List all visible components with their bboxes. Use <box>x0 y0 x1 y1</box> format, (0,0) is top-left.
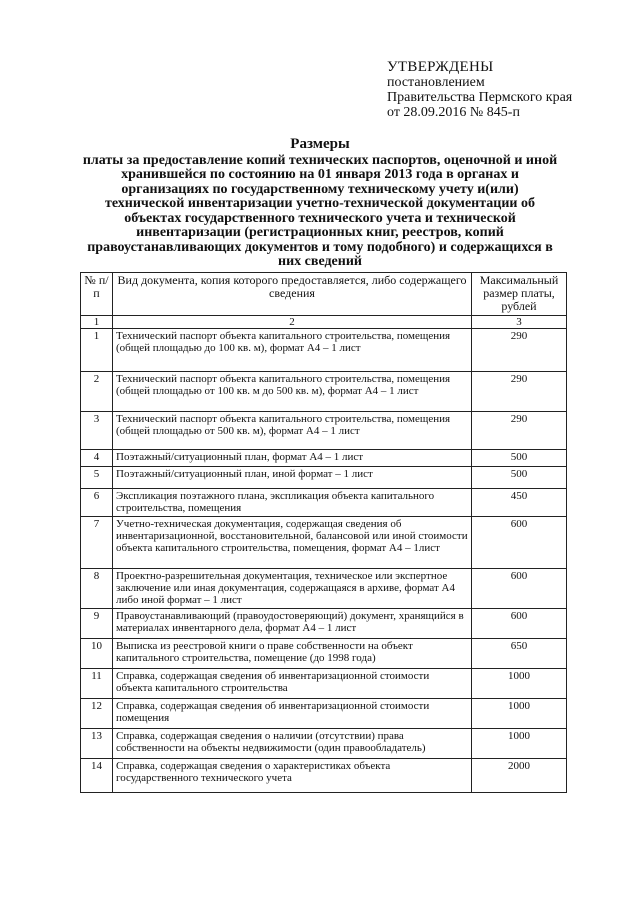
row-num: 5 <box>81 467 113 489</box>
row-num: 13 <box>81 729 113 759</box>
document-title <box>80 137 560 270</box>
row-desc: Справка, содержащая сведения об инвентаризационной стоимости помещения <box>113 699 472 729</box>
row-desc: Технический паспорт объекта капитального строительства, помещения (общей площадью от 500 кв. м), формат А4 – 1 лист <box>113 412 472 450</box>
row-price: 600 <box>472 609 567 639</box>
row-price: 1000 <box>472 699 567 729</box>
approval-line: постановлением <box>387 75 485 90</box>
title-heading: Размеры <box>290 136 350 152</box>
row-price: 1000 <box>472 729 567 759</box>
row-price: 500 <box>472 450 567 467</box>
row-num: 6 <box>81 489 113 517</box>
table-row <box>81 412 567 450</box>
row-desc: Поэтажный/ситуационный план, формат А4 – 1 лист <box>113 450 472 467</box>
header-desc: Вид документа, копия которого предоставляется, либо содержащего сведения <box>113 273 472 316</box>
row-price: 600 <box>472 517 567 569</box>
table-index-row <box>81 316 567 329</box>
row-num: 7 <box>81 517 113 569</box>
table-row <box>81 329 567 372</box>
table-row <box>81 569 567 609</box>
row-desc: Правоустанавливающий (правоудостоверяющий) документ, хранящийся в материалах инвентарного дела, формат А4 – 1 лист <box>113 609 472 639</box>
index-cell: 2 <box>113 316 472 329</box>
row-desc: Технический паспорт объекта капитального строительства, помещения (общей площадью от 100 кв. м до 500 кв. м), формат А4 – 1 лист <box>113 372 472 412</box>
row-price: 290 <box>472 329 567 372</box>
table-row <box>81 489 567 517</box>
row-num: 11 <box>81 669 113 699</box>
row-price: 650 <box>472 639 567 669</box>
table-row <box>81 759 567 793</box>
approval-line: Правительства Пермского края <box>387 90 573 105</box>
row-desc: Поэтажный/ситуационный план, иной формат – 1 лист <box>113 467 472 489</box>
table-row <box>81 639 567 669</box>
row-price: 2000 <box>472 759 567 793</box>
title-body: платы за предоставление копий технических паспортов, оценочной и иной хранившейся по состоянию на 01 января 2013 года в органах и организациях по государственному техническому учету и(или) технической инвентаризации учетно-технической документации об объектах государственного технического учета и технической инвентаризации (регистрационных книг, реестров, копий правоустанавливающих документов и тому подобного) и содержащихся в них сведений <box>82 152 558 269</box>
index-cell: 3 <box>472 316 567 329</box>
row-desc: Справка, содержащая сведения о характеристиках объекта государственного технического учета <box>113 759 472 793</box>
table-row <box>81 699 567 729</box>
row-desc: Выписка из реестровой книги о праве собственности на объект капитального строительства, помещение (до 1998 года) <box>113 639 472 669</box>
row-price: 290 <box>472 412 567 450</box>
approval-line: от 28.09.2016 № 845-п <box>387 105 520 120</box>
row-num: 10 <box>81 639 113 669</box>
table-header-row <box>81 273 567 316</box>
row-price: 450 <box>472 489 567 517</box>
row-num: 1 <box>81 329 113 372</box>
row-price: 600 <box>472 569 567 609</box>
row-desc: Справка, содержащая сведения о наличии (отсутствии) права собственности на объекты недвижимости (один правообладатель) <box>113 729 472 759</box>
row-num: 8 <box>81 569 113 609</box>
table-row <box>81 450 567 467</box>
table-row <box>81 517 567 569</box>
row-desc: Справка, содержащая сведения об инвентаризационной стоимости объекта капитального строительства <box>113 669 472 699</box>
table-row <box>81 372 567 412</box>
row-desc: Проектно-разрешительная документация, техническое или экспертное заключение или иная документация, содержащаяся в архиве, формат А4 либо иной формат – 1 лист <box>113 569 472 609</box>
row-num: 4 <box>81 450 113 467</box>
row-price: 290 <box>472 372 567 412</box>
row-desc: Учетно-техническая документация, содержащая сведения об инвентаризационной, восстановительной, балансовой или иной стоимости объекта капитального строительства, помещения, формат А4 – 1лист <box>113 517 472 569</box>
row-price: 1000 <box>472 669 567 699</box>
row-num: 3 <box>81 412 113 450</box>
approval-heading: УТВЕРЖДЕНЫ <box>387 59 494 75</box>
header-num: № п/п <box>81 273 113 316</box>
row-desc: Экспликация поэтажного плана, экспликация объекта капитального строительства, помещения <box>113 489 472 517</box>
row-num: 2 <box>81 372 113 412</box>
row-num: 9 <box>81 609 113 639</box>
row-num: 12 <box>81 699 113 729</box>
approval-stamp <box>387 60 637 120</box>
table-row <box>81 467 567 489</box>
row-price: 500 <box>472 467 567 489</box>
table-row <box>81 609 567 639</box>
fee-table <box>80 272 567 793</box>
header-price: Максимальный размер платы, рублей <box>472 273 567 316</box>
table-row <box>81 729 567 759</box>
table-row <box>81 669 567 699</box>
row-desc: Технический паспорт объекта капитального строительства, помещения (общей площадью до 100 кв. м), формат А4 – 1 лист <box>113 329 472 372</box>
index-cell: 1 <box>81 316 113 329</box>
row-num: 14 <box>81 759 113 793</box>
